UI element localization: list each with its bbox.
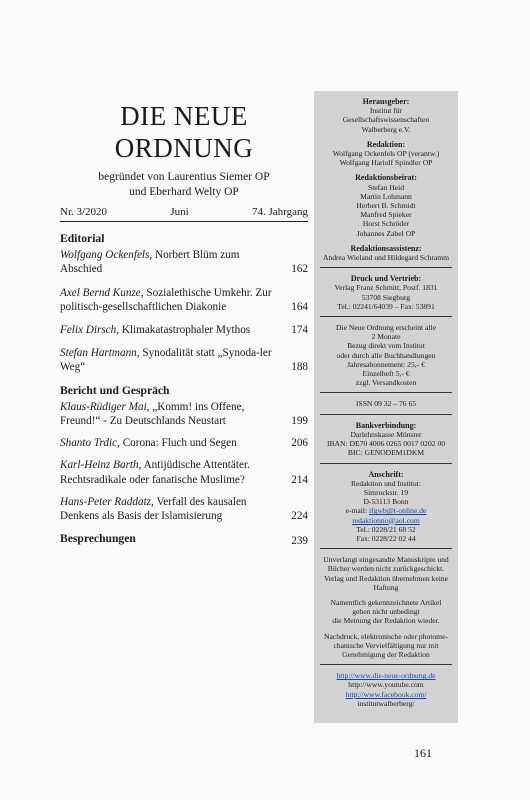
- divider: [320, 392, 452, 393]
- toc-entry[interactable]: Karl-Heinz Barth, Antijüdische Attentäter. Rechtsradikale oder fanatische Muslime? 214: [60, 459, 308, 486]
- assistant-block: Redaktionsassistenz: Andrea Wieland und Hildegard Schramm: [322, 243, 450, 263]
- toc-page: 188: [291, 361, 308, 374]
- toc-page: 199: [291, 415, 308, 428]
- youtube-link[interactable]: http://www.youtube.com: [348, 680, 424, 690]
- section-heading-reviews: Besprechungen: [60, 532, 136, 546]
- toc-entry[interactable]: Felix Dirsch, Klimakatastrophaler Mythos 174: [60, 324, 308, 337]
- publisher-block: Herausgeber: Institut für Gesellschaftswissenschaften Walberberg e.V.: [342, 97, 430, 134]
- toc-page: 162: [291, 263, 308, 276]
- issue-volume: 74. Jahrgang: [251, 206, 308, 218]
- issue-month: Juni: [170, 206, 189, 218]
- divider: [320, 414, 452, 415]
- toc-entry[interactable]: Hans-Peter Raddatz, Verfall des kausalen Denkens als Basis der Islamisierung 224: [60, 495, 308, 523]
- issue-number: Nr. 3/2020: [60, 206, 108, 218]
- email-link[interactable]: redaktionno@aol.com: [352, 515, 420, 525]
- editorial-block: Redaktion: Wolfgang Ockenfels OP (verantw.) Wolfgang Hariolf Spindler OP: [332, 139, 440, 168]
- toc-page: 224: [291, 510, 308, 523]
- imprint-box: [314, 91, 458, 723]
- toc-page: 214: [291, 473, 308, 486]
- divider: [320, 267, 452, 268]
- bank-block: Bankverbindung: Darlehnskasse Münster IBAN: DE70 4006 0265 0017 0202 00 BIC: GENODEM1DKM: [326, 420, 446, 458]
- toc-entry-reviews[interactable]: [60, 532, 308, 548]
- toc-entry[interactable]: Axel Bernd Kunze, Sozialethische Umkehr. Zur politisch-gesellschaftlichen Diakonie 164: [60, 286, 308, 313]
- toc-page: 239: [291, 535, 308, 548]
- divider: [320, 664, 452, 665]
- divider: [320, 316, 452, 317]
- web-links: [314, 671, 458, 708]
- toc-page: 174: [291, 324, 308, 337]
- toc-page: 164: [291, 300, 308, 313]
- founders-line: begründet von Laurentius Siemer OP und Eberhard Welty OP: [98, 171, 270, 198]
- print-block: Druck und Vertrieb: Verlag Franz Schmitt, Postf. 1831 53708 Siegburg Tel.: 02241/64039 – Fax: 53891: [334, 274, 438, 311]
- board-block: Redaktionsbeirat: Stefan Heid Martin Lohmann Herbert B. Schmidt Manfred Spieker Horst Schröder Johannes Zabel OP: [355, 173, 417, 238]
- disclaimer-reprint: Nachdruck, elektronische oder photome- chanische Vervielfältigung nur mit Genehmigung der Redaktion: [324, 631, 448, 659]
- toc-entry[interactable]: Wolfgang Ockenfels, Norbert Blüm zum Abschied 162: [60, 249, 308, 276]
- masthead: [60, 100, 308, 200]
- section-heading-bericht: Bericht und Gespräch: [60, 383, 170, 397]
- toc-page: 206: [291, 437, 308, 450]
- disclaimer-manuscripts: Unverlangt eingesandte Manuskripte und Bücher werden nicht zurückgeschickt. Verlag und Redaktion übernehmen keine Haftung: [323, 555, 449, 592]
- toc-entry[interactable]: Shanto Trdic, Corona: Fluch und Segen 206: [60, 437, 308, 450]
- email-link[interactable]: ifgwb@t-online.de: [369, 506, 427, 516]
- disclaimer-articles: Namentlich gekennzeichnete Artikel geben nicht unbedingt die Meinung der Redaktion wieder.: [330, 597, 442, 626]
- page-number: 161: [414, 746, 432, 760]
- divider: [320, 548, 452, 549]
- toc-entry[interactable]: Stefan Hartmann, Synodalität statt „Synoda-ler Weg“ 188: [60, 347, 308, 374]
- toc-entry[interactable]: Klaus-Rüdiger Mai, „Komm! ins Offene, Freund!“ - Zu Deutschlands Neustart 199: [60, 400, 308, 428]
- table-of-contents: [60, 232, 308, 548]
- subscription-block: Die Neue Ordnung erscheint alle 2 Monate Bezug direkt vom Institut oder durch alle Buchhandlungen Jahresabonnement: 25,- € Einzelheft 5,- € zzgl. Versandkosten: [336, 323, 436, 388]
- website-link[interactable]: http://www.die-neue-ordnung.de: [336, 671, 436, 681]
- journal-title: DIE NEUE ORDNUNG: [114, 101, 254, 163]
- divider: [320, 463, 452, 464]
- facebook-link-path[interactable]: institutwalberberg/: [357, 698, 415, 708]
- section-heading-editorial: Editorial: [60, 232, 105, 245]
- issue-line: [60, 206, 308, 222]
- issn: ISSN 09 32 – 76 65: [355, 399, 417, 409]
- address-block: Anschrift: Redaktion und Institut: Simrockstr. 19 D-53113 Bonn e-mail: ifgwb@t-online.de redaktionno@aol.com Tel.: 0228/21 68 52 Fax: 0228/22 02 44: [314, 470, 458, 544]
- facebook-link[interactable]: http://www.facebook.com/: [345, 689, 427, 699]
